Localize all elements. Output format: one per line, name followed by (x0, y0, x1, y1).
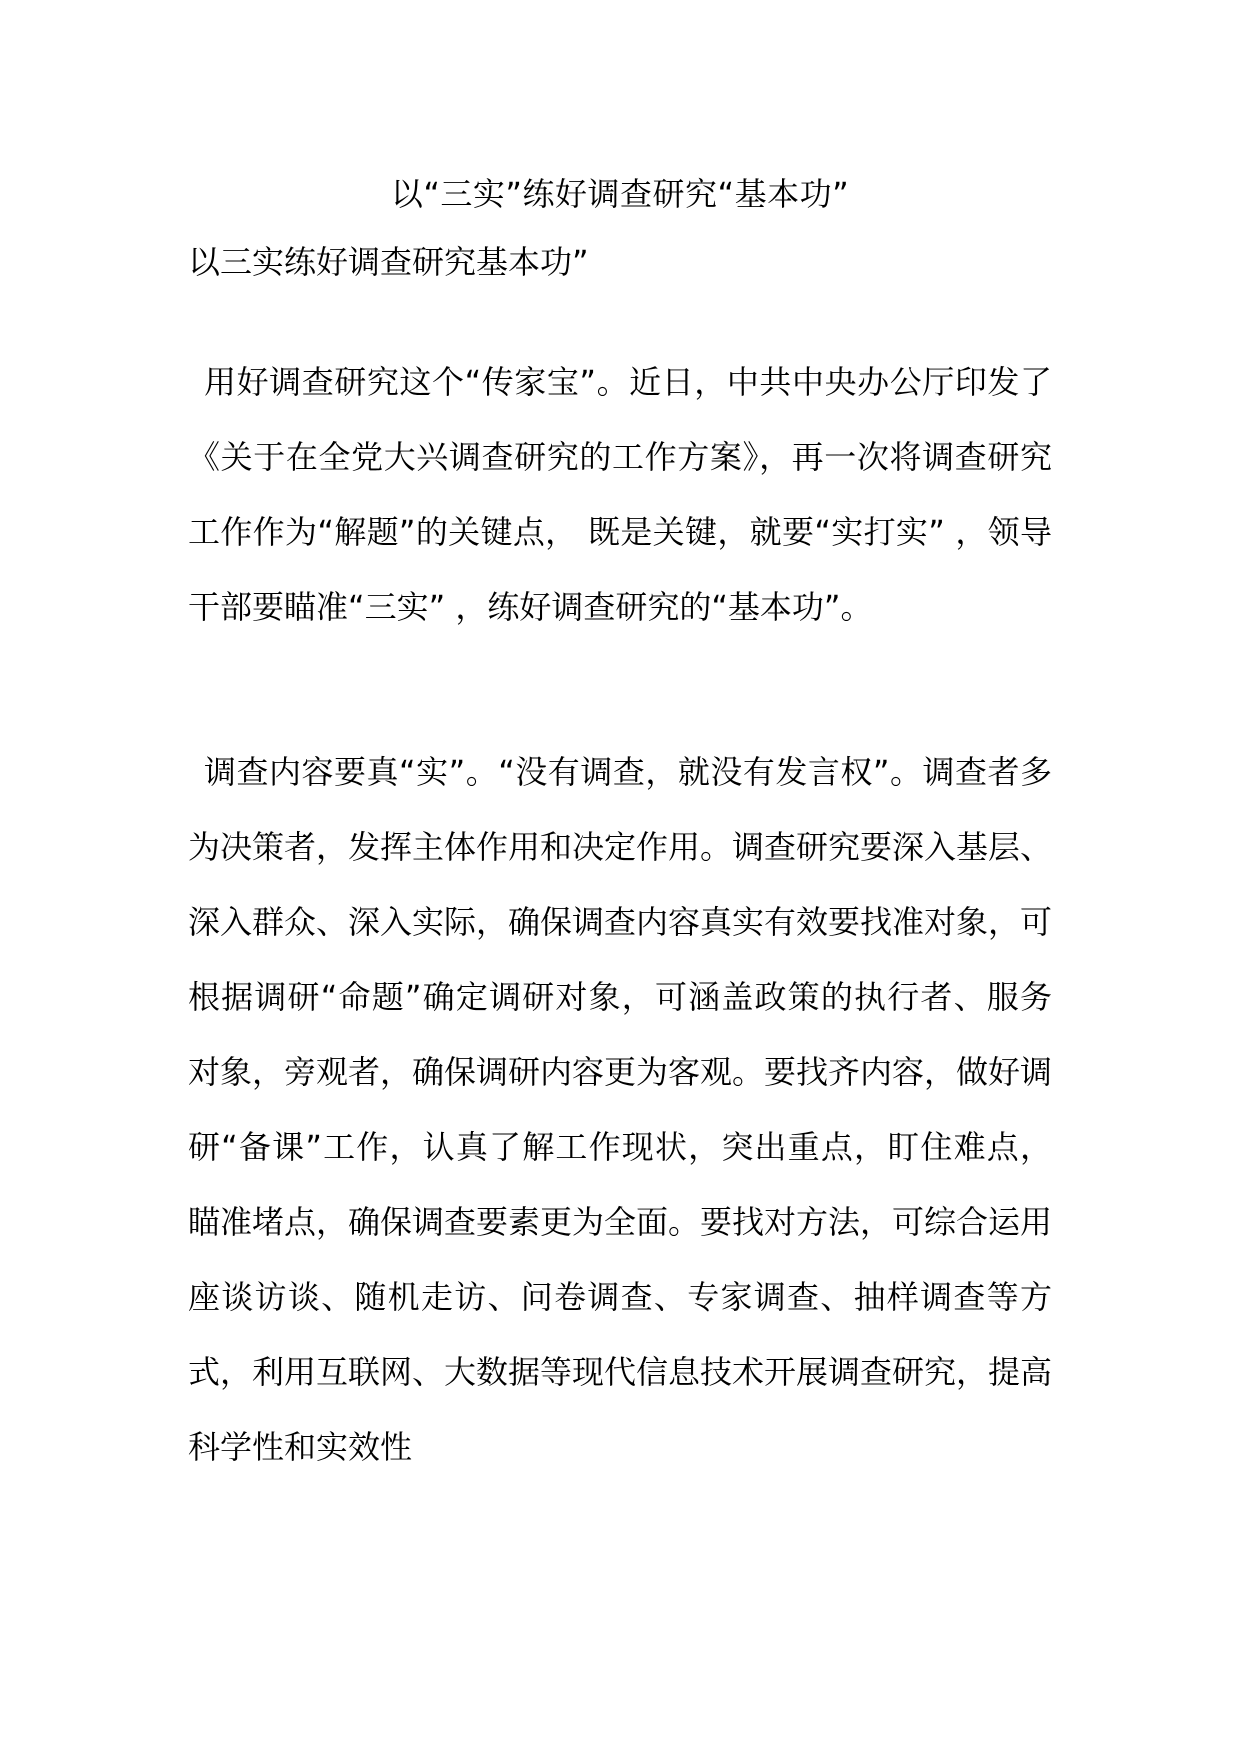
document-title: 以“三实”练好调查研究“基本功” (390, 175, 850, 213)
paragraph-2: 调查内容要真“实”。“没有调查，就没有发言权”。调查者多为决策者，发挥主体作用和决定作用。调查研究要深入基层、深入群众、深入实际，确保调查内容真实有效要找准对象，可根据调研“命题”确定调研对象，可涵盖政策的执行者、服务对象，旁观者，确保调研内容更为客观。要找齐内容，做好调研“备课”工作，认真了解工作现状，突出重点，盯住难点，瞄准堵点，确保调查要素更为全面。要找对方法，可综合运用座谈访谈、随机走访、问卷调查、专家调查、抽样调查等方式，利用互联网、大数据等现代信息技术开展调查研究，提高科学性和实效性 (188, 753, 1053, 1466)
paragraph-1: 用好调查研究这个“传家宝”。近日，中共中央办公厅印发了《关于在全党大兴调查研究的工作方案》，再一次将调查研究工作作为“解题”的关键点， 既是关键，就要“实打实” ，领导干部要瞄准“三实” ，练好调查研究的“基本功”。 (188, 363, 1052, 626)
document-subtitle: 以三实练好调查研究基本功” (188, 243, 589, 281)
